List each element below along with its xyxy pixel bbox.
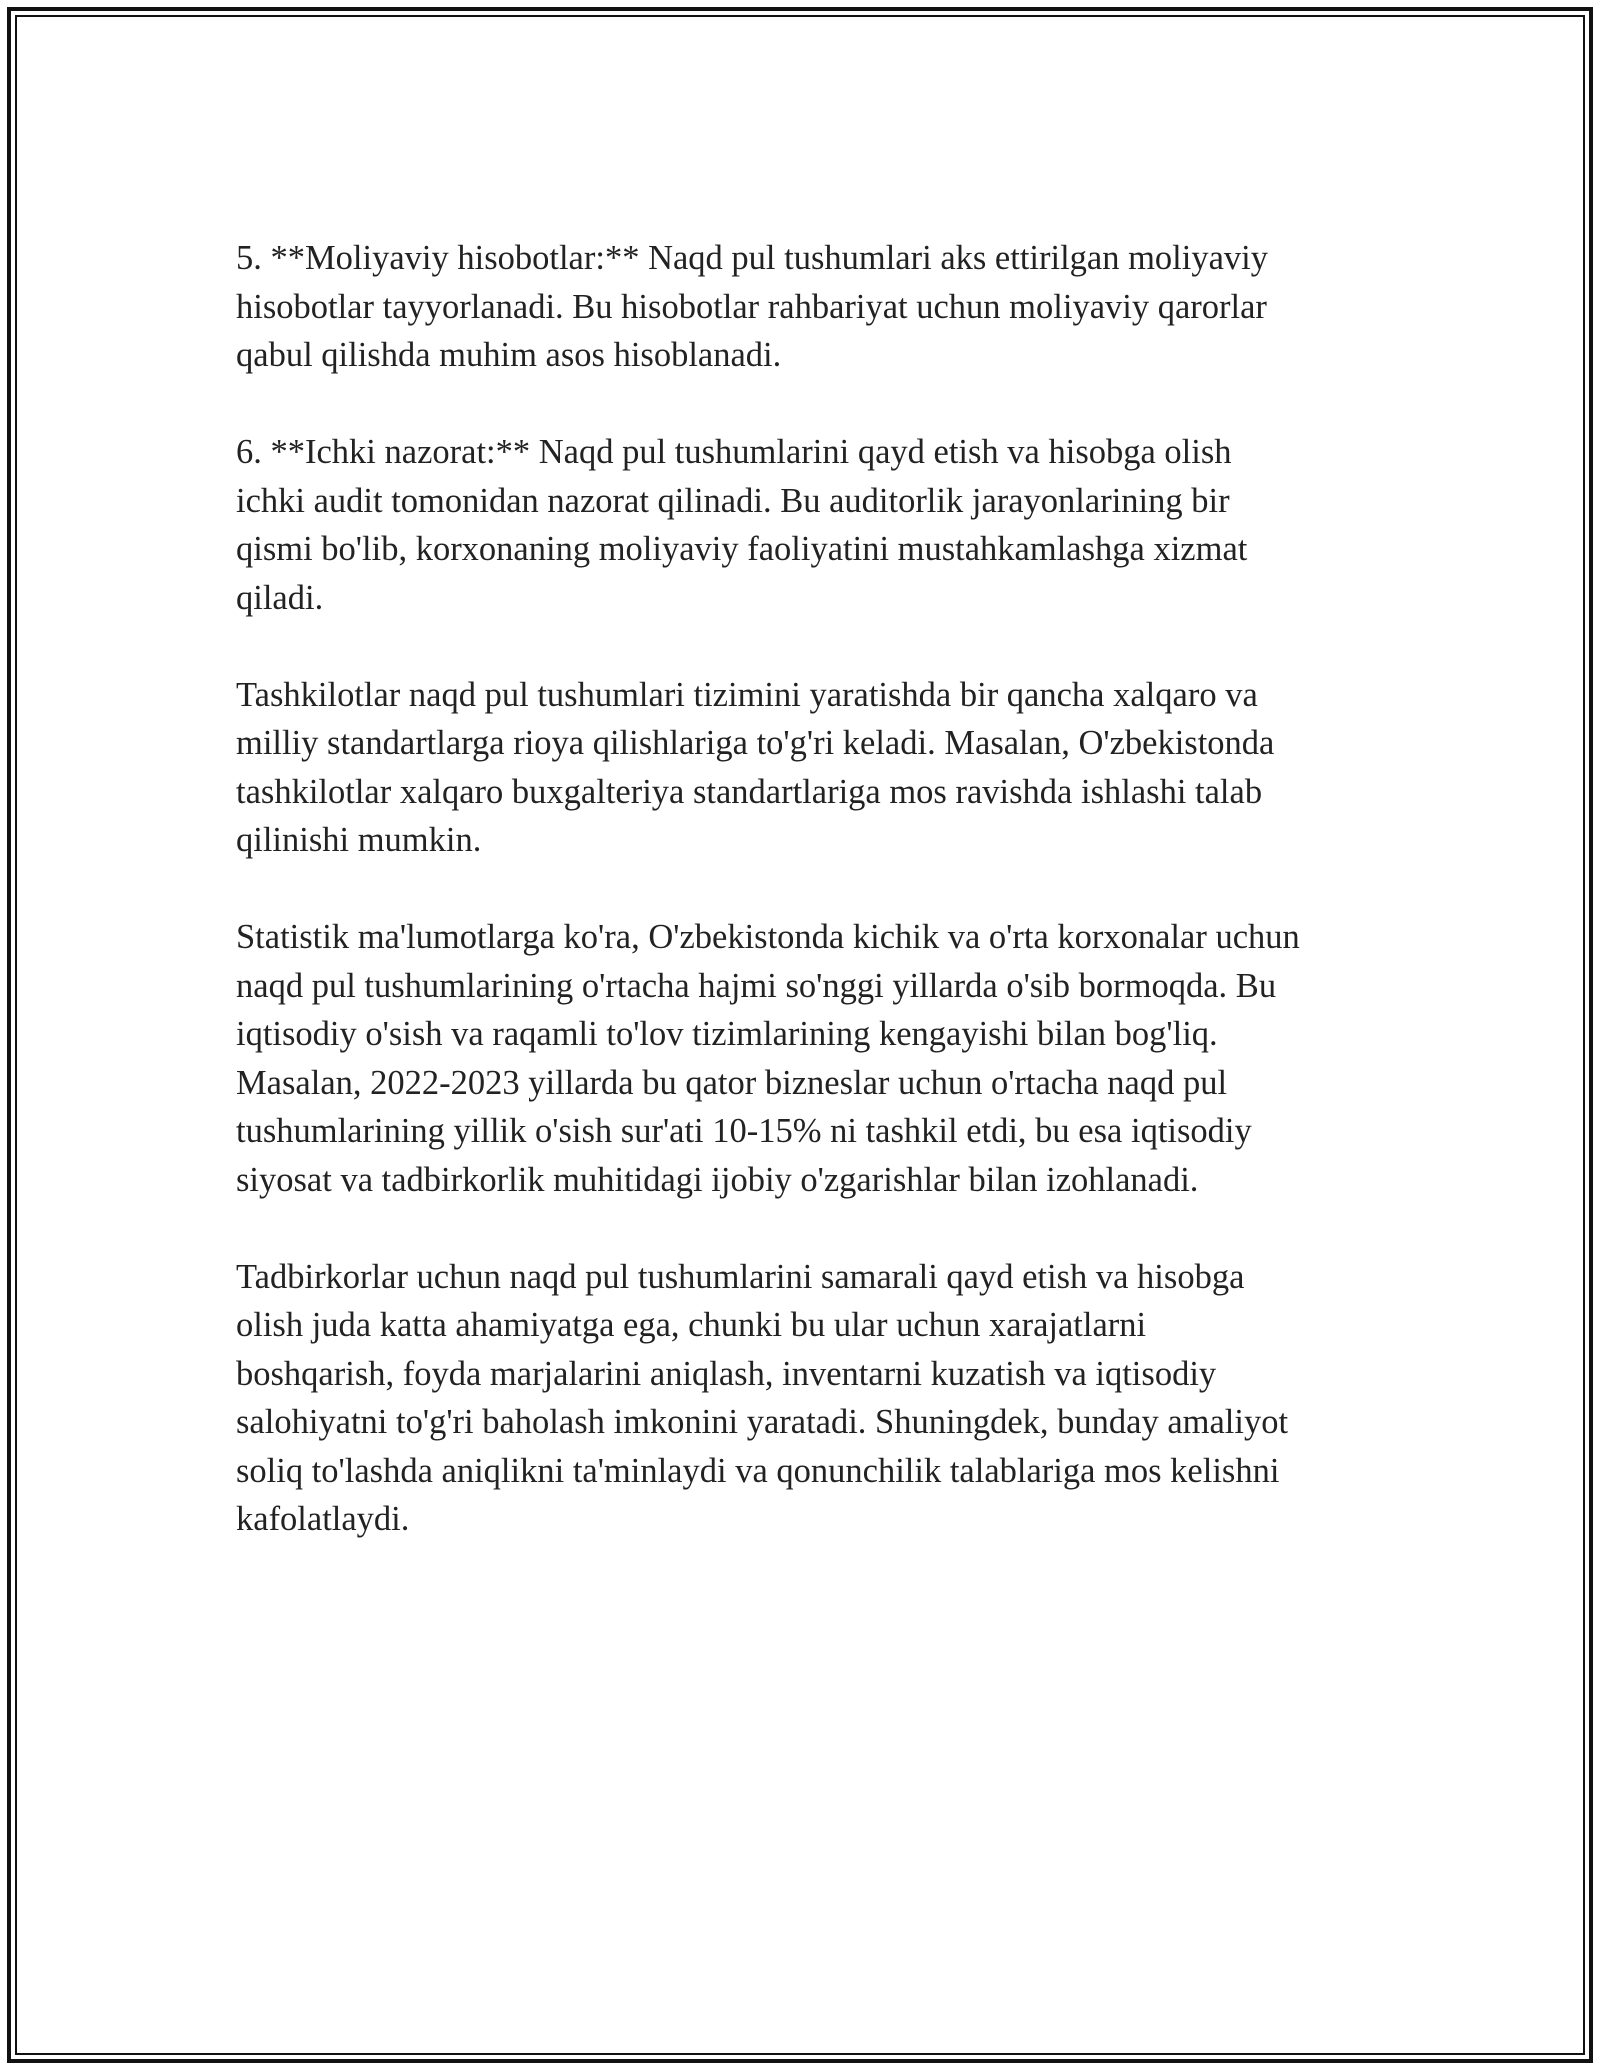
paragraph-standards: Tashkilotlar naqd pul tushumlari tizimini yaratishda bir qancha xalqaro va milliy standartlarga rioya qilishlariga to'g'ri keladi. Masalan, O'zbekistonda tashkilotlar xalqaro buxgalteriya standartlariga mos ravishda ishlashi talab qilinishi mumkin. bbox=[236, 675, 1275, 859]
paragraph-statistics: Statistik ma'lumotlarga ko'ra, O'zbekistonda kichik va o'rta korxonalar uchun naqd pul tushumlarining o'rtacha hajmi so'nggi yillarda o'sib bormoqda. Bu iqtisodiy o'sish va raqamli to'lov tizimlarining kengayishi bilan bog'liq. Masalan, 2022-2023 yillarda bu qator bizneslar uchun o'rtacha naqd pul tushumlarining yillik o'sish sur'ati 10-15% ni tashkil etdi, bu esa iqtisodiy siyosat va tadbirkorlik muhitidagi ijobiy o'zgarishlar bilan izohlanadi. bbox=[236, 918, 1300, 1199]
paragraph-financial-reports: 5. **Moliyaviy hisobotlar:** Naqd pul tushumlari aks ettirilgan moliyaviy hisobotlar tayyorlanadi. Bu hisobotlar rahbariyat uchun moliyaviy qarorlar qabul qilishda muhim asos hisoblanadi. bbox=[236, 239, 1269, 374]
paragraph-entrepreneurs: Tadbirkorlar uchun naqd pul tushumlarini samarali qayd etish va hisobga olish juda katta ahamiyatga ega, chunki bu ular uchun xarajatlarni boshqarish, foyda marjalarini aniqlash, inventarni kuzatish va iqtisodiy salohiyatni to'g'ri baholash imkonini yaratadi. Shuningdek, bunday amaliyot soliq to'lashda aniqlikni ta'minlaydi va qonunchilik talablariga mos kelishni kafolatlaydi. bbox=[236, 1257, 1289, 1538]
document-body bbox=[236, 234, 1376, 1592]
paragraph-internal-control: 6. **Ichki nazorat:** Naqd pul tushumlarini qayd etish va hisobga olish ichki audit tomonidan nazorat qilinadi. Bu auditorlik jarayonlarining bir qismi bo'lib, korxonaning moliyaviy faoliyatini mustahkamlashga xizmat qiladi. bbox=[236, 433, 1248, 617]
